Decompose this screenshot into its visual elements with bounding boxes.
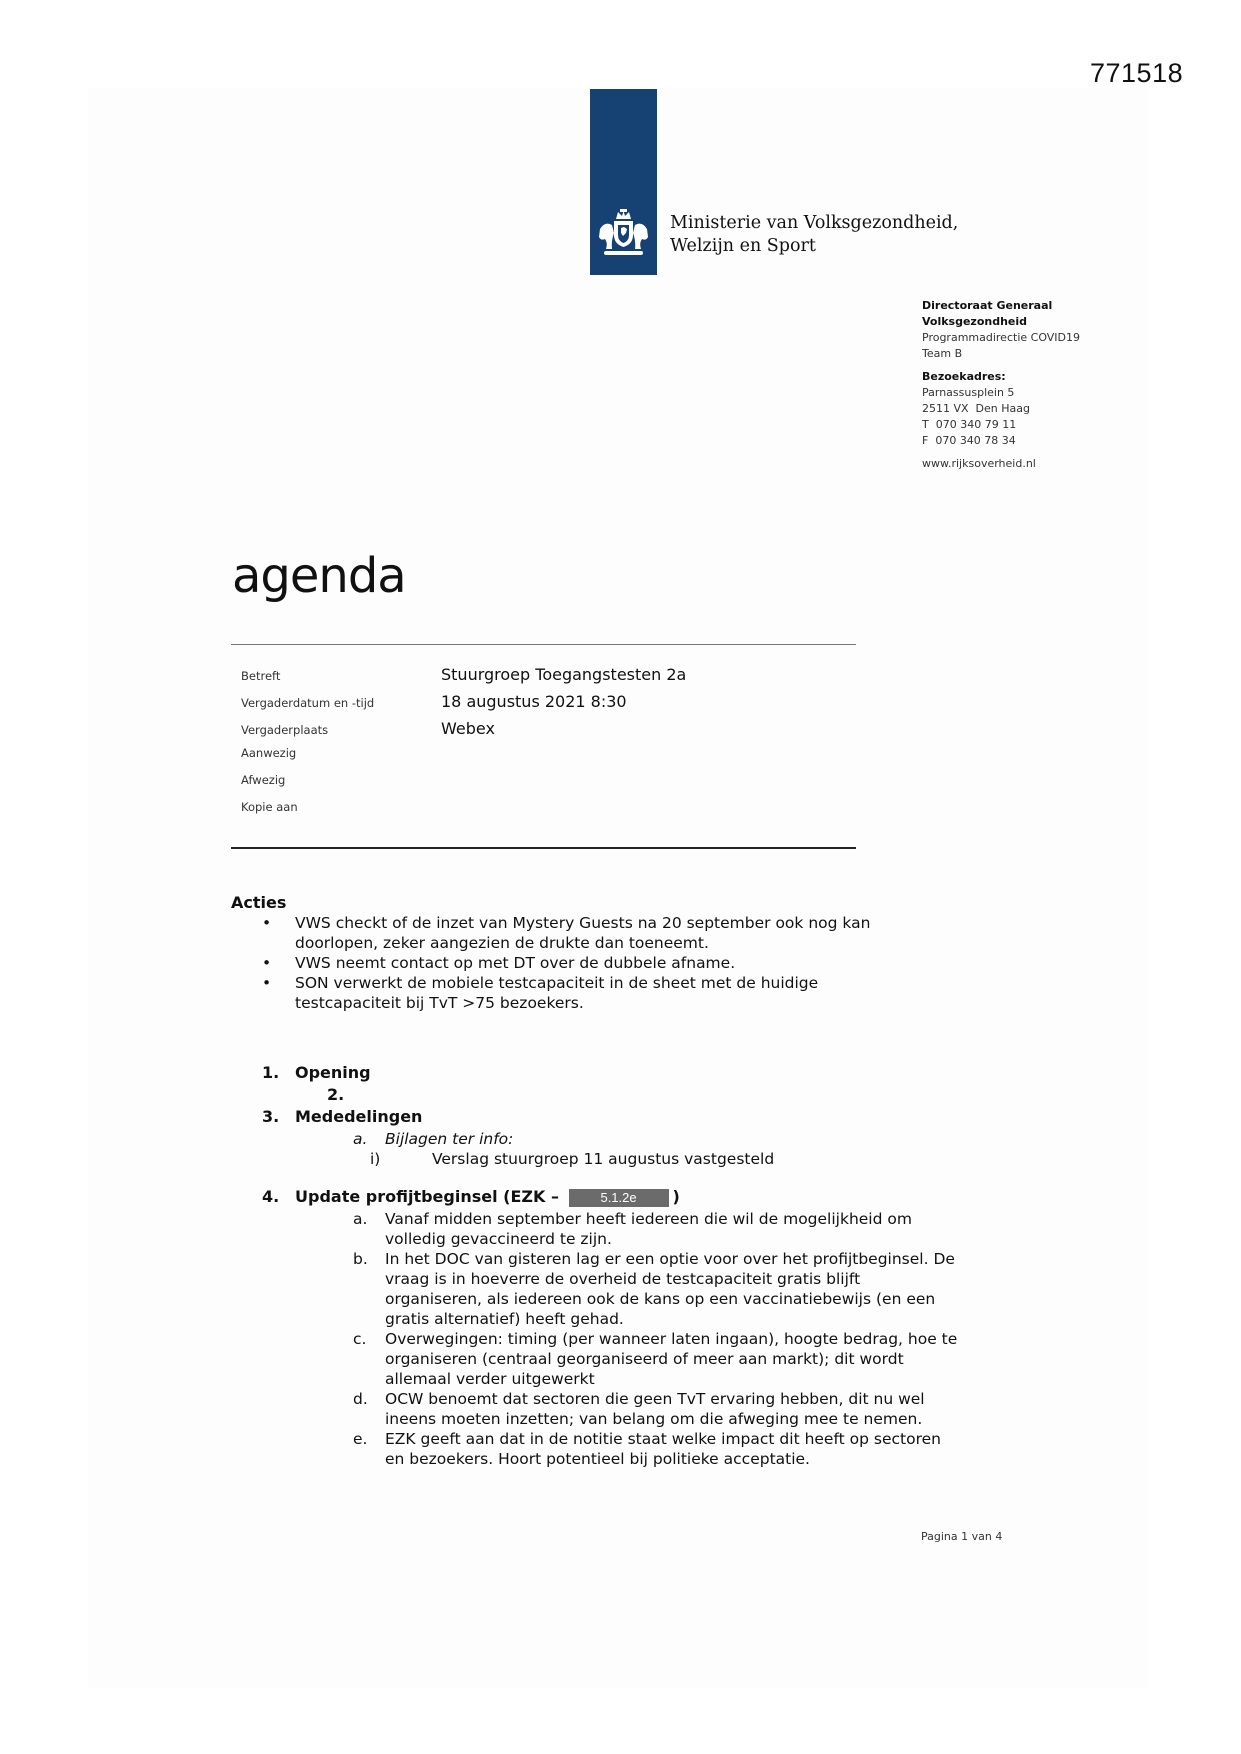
ministry-name-line2: Welzijn en Sport xyxy=(670,236,816,256)
action-text: SON verwerkt de mobiele testcapaciteit in de sheet met de huidige testcapaciteit bij TvT >75 bezoekers. xyxy=(295,974,819,1012)
ministry-name xyxy=(670,212,958,258)
sub-item xyxy=(262,1209,962,1249)
meta-row-present xyxy=(241,746,686,773)
meta-value: Stuurgroep Toegangstesten 2a xyxy=(441,665,687,684)
agenda-item-profijtbeginsel xyxy=(262,1187,962,1469)
item-title-suffix: ) xyxy=(672,1187,680,1206)
item-number: 3. xyxy=(262,1107,280,1126)
item-title-prefix: Update profijtbeginsel (EZK – xyxy=(295,1187,559,1206)
meta-value: 18 augustus 2021 8:30 xyxy=(441,692,627,711)
royal-coat-of-arms-icon xyxy=(596,207,651,259)
sub-text: EZK geeft aan dat in de notitie staat welke impact dit heeft op sectoren en bezoekers. Hoort potentieel bij politieke acceptatie. xyxy=(385,1430,941,1468)
meta-row-location xyxy=(241,719,686,746)
item-title: Mededelingen xyxy=(295,1107,423,1126)
sub-item xyxy=(262,1129,962,1149)
item-number: 1. xyxy=(262,1063,280,1082)
sub-letter: b. xyxy=(353,1250,368,1268)
item-number: 2. xyxy=(327,1085,345,1104)
bullet-icon: • xyxy=(262,974,272,992)
meta-label: Betreft xyxy=(241,669,281,683)
meta-value: Webex xyxy=(441,719,495,738)
action-item xyxy=(260,953,910,973)
bullet-icon: • xyxy=(262,954,272,972)
redaction-box: 5.1.2e xyxy=(569,1189,669,1207)
meta-row-cc xyxy=(241,800,686,827)
meeting-details xyxy=(241,665,686,827)
sub-text: In het DOC van gisteren lag er een optie voor over het profijtbeginsel. De vraag is in hoeverre de overheid de testcapaciteit gratis blijft organiseren, als iedereen ook de kans op een vaccinatiebewijs (en een gratis alternatief) heeft gehad. xyxy=(385,1250,955,1328)
item-number: 4. xyxy=(262,1187,280,1206)
meta-row-subject xyxy=(241,665,686,692)
action-item xyxy=(260,973,910,1013)
ministry-name-line1: Ministerie van Volksgezondheid, xyxy=(670,213,959,233)
sub-text: Bijlagen ter info: xyxy=(385,1130,514,1148)
item-title xyxy=(295,1187,680,1207)
sub-sub-item xyxy=(262,1149,962,1169)
action-text: VWS checkt of de inzet van Mystery Guests na 20 september ook nog kan doorlopen, zeker aangezien de drukte dan toeneemt. xyxy=(295,914,871,952)
sender-org-line1: Directoraat Generaal xyxy=(922,299,1053,312)
fax-number: F 070 340 78 34 xyxy=(922,434,1016,447)
sub-item xyxy=(262,1249,962,1329)
sub-letter: d. xyxy=(353,1390,368,1408)
sub-item xyxy=(262,1389,962,1429)
meta-label: Afwezig xyxy=(241,773,286,787)
action-text: VWS neemt contact op met DT over de dubbele afname. xyxy=(295,954,736,972)
address-city: 2511 VX Den Haag xyxy=(922,402,1030,415)
sender-department: Programmadirectie COVID19 xyxy=(922,331,1081,344)
sub-item xyxy=(262,1429,962,1469)
meta-row-absent xyxy=(241,773,686,800)
page-number: Pagina 1 van 4 xyxy=(921,1530,1003,1543)
actions-heading: Acties xyxy=(231,893,287,912)
meta-label: Vergaderplaats xyxy=(241,723,329,737)
bullet-icon: • xyxy=(262,914,272,932)
agenda-list xyxy=(262,1063,962,1469)
website-link[interactable]: www.rijksoverheid.nl xyxy=(922,457,1036,470)
item-title: Opening xyxy=(295,1063,371,1082)
meta-label: Kopie aan xyxy=(241,800,298,814)
document-title: agenda xyxy=(232,548,406,604)
agenda-item-mededelingen xyxy=(262,1107,962,1169)
sender-team: Team B xyxy=(922,347,963,360)
sender-org-line2: Volksgezondheid xyxy=(922,315,1028,328)
meta-row-datetime xyxy=(241,692,686,719)
actions-list xyxy=(260,913,910,1013)
document-id: 771518 xyxy=(1090,58,1184,88)
sub-letter: a. xyxy=(353,1210,368,1228)
agenda-item-2 xyxy=(262,1085,962,1107)
sub-text: OCW benoemt dat sectoren die geen TvT ervaring hebben, dit nu wel ineens moeten inzetten; van belang om die afweging mee te nemen. xyxy=(385,1390,925,1428)
phone-number: T 070 340 79 11 xyxy=(922,418,1017,431)
sub-letter: a. xyxy=(353,1130,368,1148)
ministry-logo xyxy=(590,89,657,275)
sub-sub-text: Verslag stuurgroep 11 augustus vastgesteld xyxy=(432,1150,775,1168)
sub-text: Overwegingen: timing (per wanneer laten ingaan), hoogte bedrag, hoe te organiseren (centraal georganiseerd of meer aan markt); dit wordt allemaal verder uitgewerkt xyxy=(385,1330,958,1388)
agenda-item-opening xyxy=(262,1063,962,1085)
sub-letter: c. xyxy=(353,1330,367,1348)
sub-item xyxy=(262,1329,962,1389)
divider-bottom xyxy=(231,847,856,849)
sender-block xyxy=(922,298,1080,472)
sub-letter: e. xyxy=(353,1430,368,1448)
meta-label: Aanwezig xyxy=(241,746,297,760)
meta-label: Vergaderdatum en -tijd xyxy=(241,696,375,710)
address-street: Parnassusplein 5 xyxy=(922,386,1015,399)
address-label: Bezoekadres: xyxy=(922,370,1006,383)
sub-sub-number: i) xyxy=(370,1150,381,1168)
sub-text: Vanaf midden september heeft iedereen die wil de mogelijkheid om volledig gevaccineerd te zijn. xyxy=(385,1210,912,1248)
divider-top xyxy=(231,644,856,645)
action-item xyxy=(260,913,910,953)
